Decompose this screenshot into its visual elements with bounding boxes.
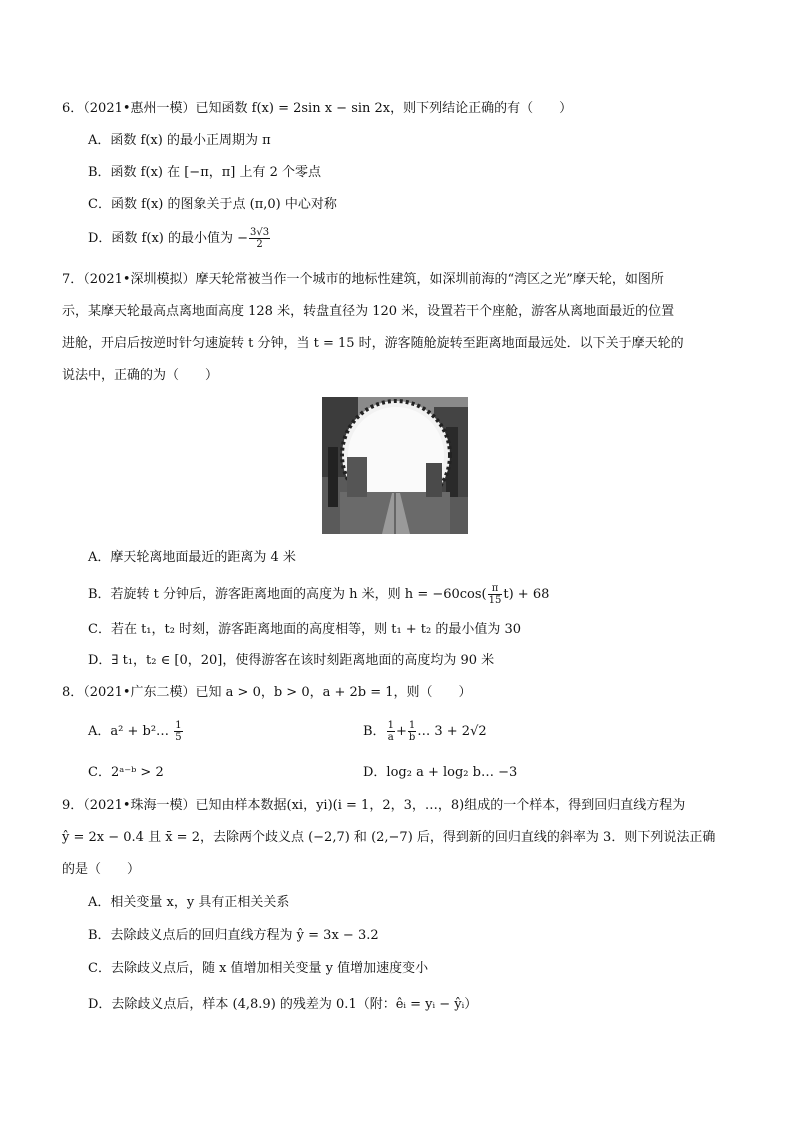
q6-option-d-fraction	[249, 227, 270, 250]
q8-option-c: C．2ᵃ⁻ᵇ > 2	[88, 765, 164, 780]
q7-option-d: D．∃ t₁，t₂ ∈ [0，20]，使得游客在该时刻距离地面的高度均为 90 米	[88, 653, 495, 668]
q7-option-b-tail: t) + 68	[503, 587, 550, 602]
q9-option-c: C．去除歧义点后，随 x 值增加相关变量 y 值增加速度变小	[88, 961, 429, 976]
q8-a-frac-den: 5	[175, 732, 182, 743]
q9-stem-line-3: 的是（ ）	[62, 862, 141, 877]
q6-option-c: C．函数 f(x) 的图象关于点 (π,0) 中心对称	[88, 197, 337, 212]
q8-option-a-text: A．a² + b²…	[88, 724, 174, 739]
q8-option-b-plus: +	[395, 724, 407, 739]
q8-b-f1-den: a	[387, 732, 394, 743]
q7-b-frac-num: π	[488, 583, 503, 595]
q7-stem-line-2: 示，某摩天轮最高点离地面高度 128 米，转盘直径为 120 米，设置若干个座舱，游客从离地面最近的位置	[62, 304, 675, 319]
q7-option-c: C．若在 t₁，t₂ 时刻，游客距离地面的高度相等，则 t₁ + t₂ 的最小值为 30	[88, 622, 522, 637]
q6-d-frac-den: 2	[256, 239, 263, 250]
q8-b-f2-num: 1	[408, 720, 416, 731]
q8-option-b-text: B．	[363, 724, 386, 739]
q8-stem: 8．（2021•广东二模）已知 a > 0，b > 0，a + 2b = 1，则（ ）	[62, 685, 472, 700]
q7-option-b-text: B．若旋转 t 分钟后，游客距离地面的高度为 h 米，则 h = −60cos(	[88, 587, 487, 602]
q8-option-a	[88, 720, 184, 743]
q8-option-b-fraction-2	[408, 720, 416, 743]
q6-option-d	[88, 227, 271, 250]
q8-b-f2-den: b	[408, 732, 416, 743]
q6-d-frac-num: 3√3	[250, 227, 270, 238]
q9-option-b: B．去除歧义点后的回归直线方程为 ŷ = 3x − 3.2	[88, 928, 379, 943]
q8-a-frac-num: 1	[175, 720, 182, 731]
q9-option-a: A．相关变量 x，y 具有正相关关系	[88, 895, 290, 910]
q7-b-frac-den: 15	[488, 595, 502, 606]
q7-stem-line-3: 进舱，开启后按逆时针匀速旋转 t 分钟，当 t = 15 时，游客随舱旋转至距离地面最远处．以下关于摩天轮的	[62, 336, 684, 351]
q6-option-b: B．函数 f(x) 在 [−π，π] 上有 2 个零点	[88, 165, 322, 180]
q7-option-b	[88, 583, 549, 606]
q8-option-d: D．log₂ a + log₂ b… −3	[363, 765, 518, 780]
q9-stem-line-1: 9．（2021•珠海一模）已知由样本数据(xi，yi)(i = 1，2，3，…，8)组成的一个样本，得到回归直线方程为	[62, 798, 686, 813]
q6-option-a: A．函数 f(x) 的最小正周期为 π	[88, 133, 271, 148]
q7-option-b-fraction	[488, 583, 503, 606]
q7-stem-line-1: 7．（2021•深圳模拟）摩天轮常被当作一个城市的地标性建筑，如深圳前海的“湾区之光”摩天轮，如图所	[62, 272, 664, 287]
q6-stem: 6．（2021•惠州一模）已知函数 f(x) = 2sin x − sin 2x，则下列结论正确的有（ ）	[62, 101, 573, 116]
q8-option-b	[363, 720, 487, 743]
q7-option-a: A．摩天轮离地面最近的距离为 4 米	[88, 550, 296, 565]
q8-option-a-fraction	[174, 720, 182, 743]
q9-option-d: D．去除歧义点后，样本 (4,8.9) 的残差为 0.1（附：êᵢ = yᵢ − ŷᵢ）	[88, 997, 478, 1012]
q6-option-d-text: D．函数 f(x) 的最小值为 −	[88, 231, 248, 246]
q9-stem-line-2: ŷ = 2x − 0.4 且 x̄ = 2，去除两个歧义点 (−2,7) 和 (2,−7) 后，得到新的回归直线的斜率为 3．则下列说法正确	[62, 830, 716, 845]
ferris-wheel-photo	[322, 397, 468, 534]
q8-option-b-fraction-1	[387, 720, 395, 743]
q8-option-b-tail: … 3 + 2√2	[417, 724, 487, 739]
q7-stem-line-4: 说法中，正确的为（ ）	[62, 368, 219, 383]
q8-b-f1-num: 1	[387, 720, 394, 731]
